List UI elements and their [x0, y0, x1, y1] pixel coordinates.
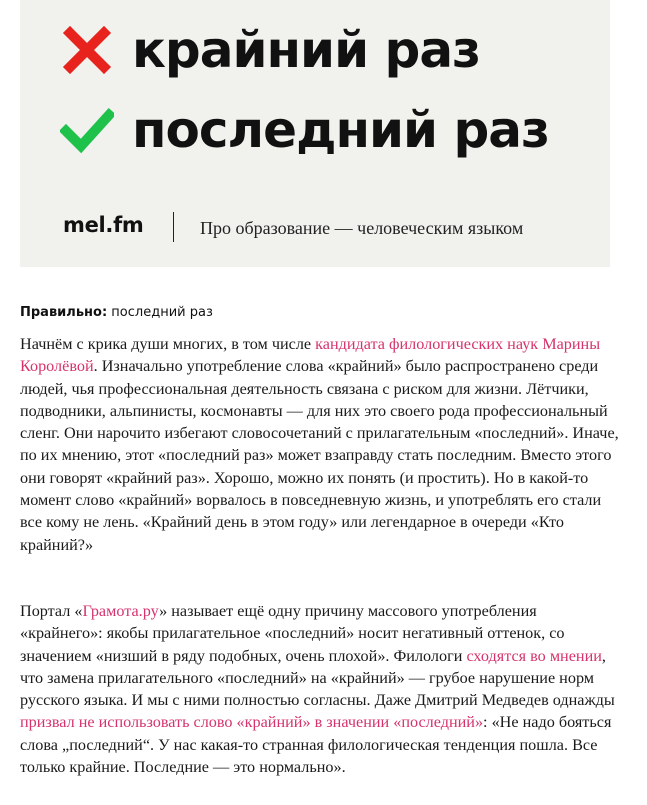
check-icon: [60, 103, 114, 157]
cross-icon: [60, 23, 114, 77]
paragraph-2-text-d: : «Не надо бояться слова „последний“. У нас какая-то странная филологическая тенденция пошла. Все только крайние. Последние — это нормально».: [20, 713, 612, 777]
article-banner: [20, 0, 610, 267]
verdict-label: Правильно:: [20, 305, 108, 320]
paragraph-1-text-a: Начнём с крика души многих, в том числе: [20, 335, 316, 353]
right-phrase: последний раз: [132, 101, 550, 159]
medvedev-link[interactable]: призвал не использовать слово «крайний» в значении «последний»: [20, 713, 484, 732]
verdict-line: [20, 305, 213, 320]
paragraph-2-text-b: » называет ещё одну причину массового употребления «крайнего»: якобы прилагательное «последний» носит негативный оттенок, со значением «низший в ряду подобных, очень плохой». Филологи: [20, 602, 565, 665]
paragraph-2-text-c: , что замена прилагательного «последний» на «крайний» — грубое нарушение норм русского языка. И мы с ними полностью согласны. Даже Дмитрий Медведев однажды: [20, 646, 615, 710]
paragraph-2: [20, 600, 620, 778]
paragraph-1-text-b: . Изначально употребление слова «крайний» было распространено среди людей, чья профессиональная деятельность связана с риском для жизни. Лётчики, подводники, альпинисты, космонавты — для них это своего рода профессиональный сленг. Они нарочито избегают словосочетаний с прилагательным «последний». Иначе, по их мнению, этот «последний раз» может взаправду стать последним. Вместо этого они говорят «крайний раз». Хорошо, можно их понять (и простить). Но в какой-то момент слово «крайний» ворвалось в повседневную жизнь, и употреблять его стали все кому не лень. «Крайний день в этом году» или легендарное в очереди «Кто крайний?»: [20, 357, 619, 554]
brand-logo: mel.fm: [63, 213, 144, 237]
right-row: [60, 100, 549, 160]
korolyova-link[interactable]: кандидата филологических наук Марины Королёвой: [20, 335, 601, 376]
paragraph-2-text-a: Портал «: [20, 602, 83, 620]
philologists-link[interactable]: сходятся во мнении: [466, 646, 602, 665]
verdict-value: последний раз: [111, 305, 213, 320]
brand-divider: [173, 212, 174, 242]
gramota-link[interactable]: Грамота.ру: [82, 602, 160, 620]
brand-tagline: Про образование — человеческим языком: [200, 218, 524, 238]
wrong-row: [60, 20, 480, 80]
paragraph-1: [20, 333, 620, 556]
wrong-phrase: крайний раз: [132, 21, 481, 79]
